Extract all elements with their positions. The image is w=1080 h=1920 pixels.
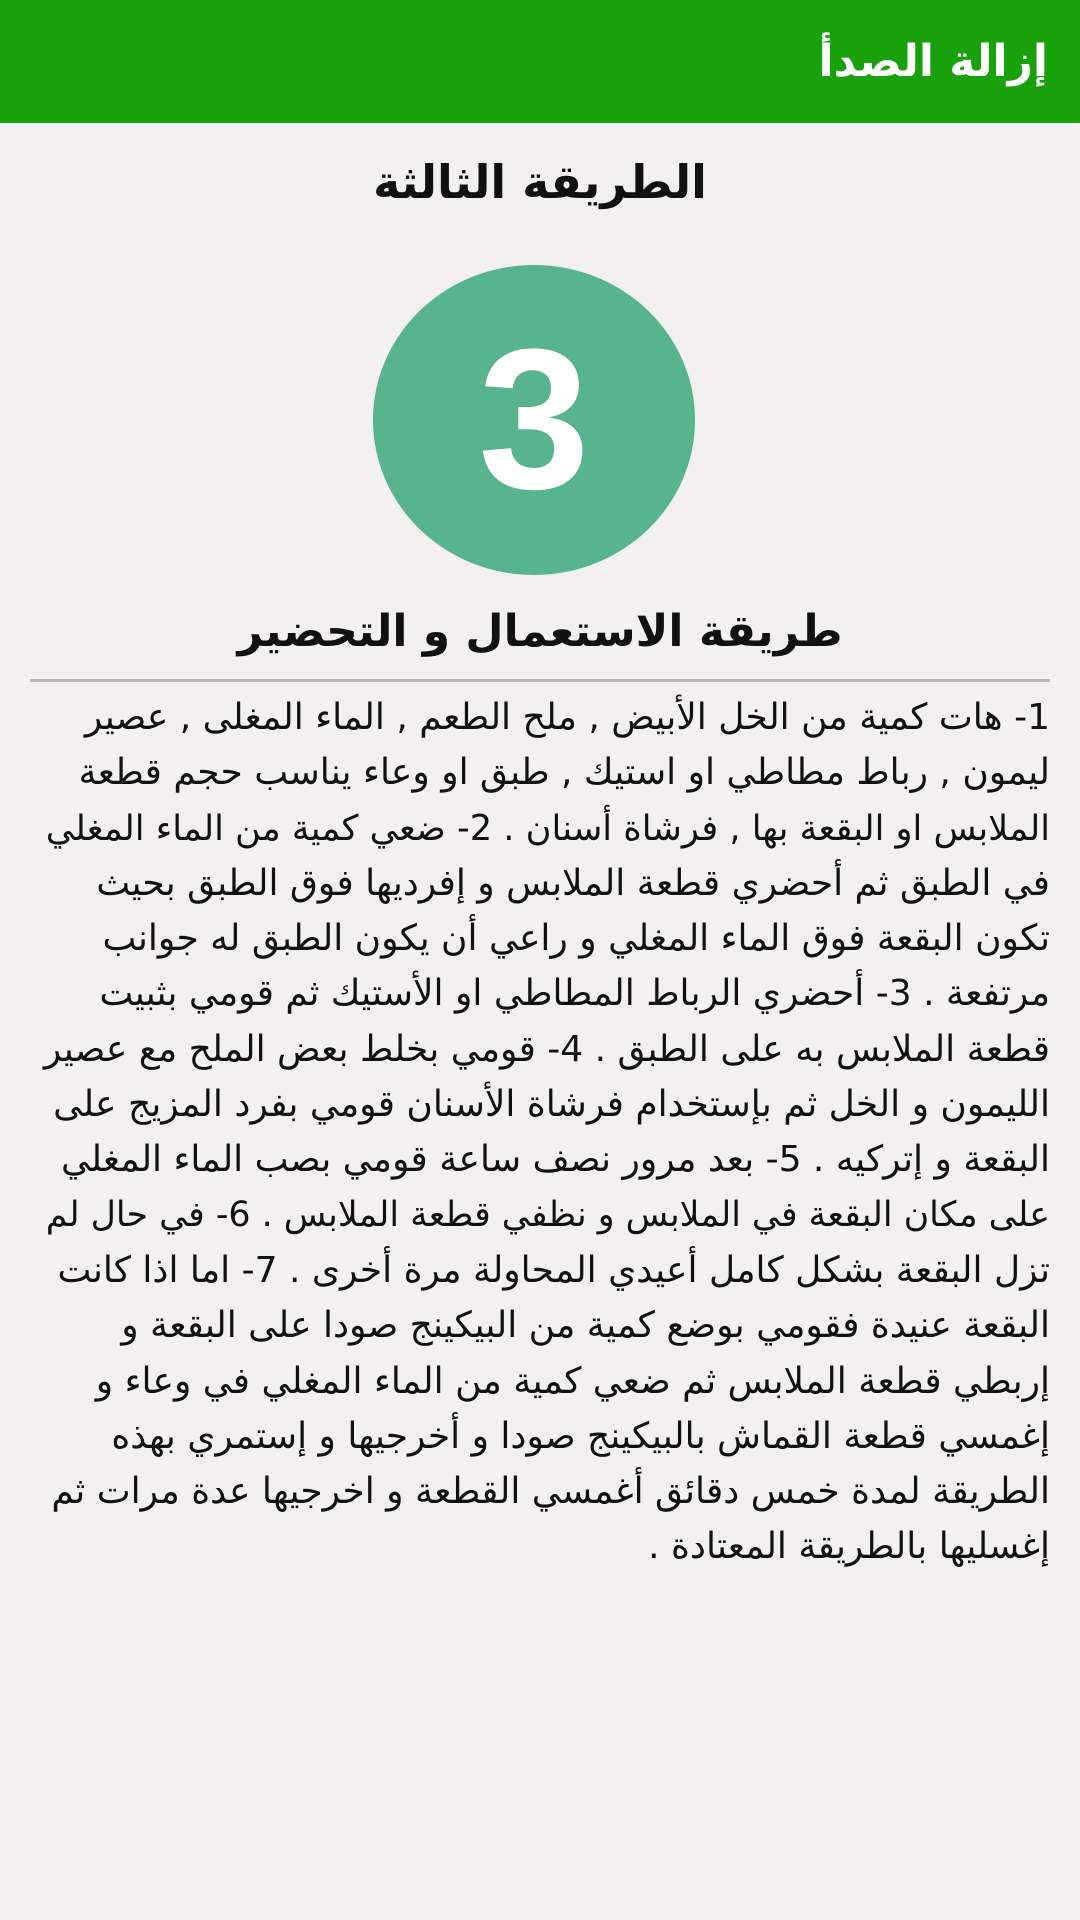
instruction-line: ليمون , رباط مطاطي او استيك , طبق او وعاء يناسب حجم قطعة [78,752,1050,794]
instruction-line: تكون البقعة فوق الماء المغلي و راعي أن يكون الطبق له جوانب [102,918,1050,960]
instruction-line: البقعة عنيدة فقومي بوضع كمية من البيكينج صودا على البقعة و [121,1305,1050,1347]
instructions-text [40,690,1050,1575]
method-number: 3 [478,308,590,531]
instruction-line: في الطبق ثم أحضري قطعة الملابس و إفرديها فوق الطبق بحيث [96,862,1050,904]
method-title: الطريقة الثالثة [373,155,707,209]
instruction-line: الطريقة لمدة خمس دقائق أغمسي القطعة و اخرجيها عدة مرات ثم [51,1471,1050,1513]
instruction-line: إغسليها بالطريقة المعتادة . [648,1526,1050,1568]
method-number-badge [373,265,695,575]
instruction-line: مرتفعة . 3- أحضري الرباط المطاطي او الأستيك ثم قومي بثبيت [99,973,1050,1015]
app-bar [0,0,1080,123]
instruction-line: الملابس او البقعة بها , فرشاة أسنان . 2- ضعي كمية من الماء المغلي [45,807,1050,849]
instruction-line: قطعة الملابس به على الطبق . 4- قومي بخلط بعض الملح مع عصير [43,1028,1050,1070]
instruction-line: إربطي قطعة الملابس ثم ضعي كمية من الماء المغلي في وعاء و [95,1360,1050,1402]
instruction-line: على مكان البقعة في الملابس و نظفي قطعة الملابس . 6- في حال لم [45,1194,1050,1235]
instruction-line: البقعة و إتركيه . 5- بعد مرور نصف ساعة قومي بصب الماء المغلي [60,1139,1050,1181]
app-title: إزالة الصدأ [818,36,1048,87]
instruction-line: 1- هات كمية من الخل الأبيض , ملح الطعم , الماء المغلى , عصير [84,697,1050,738]
instruction-line: إغمسي قطعة القماش بالبيكينج صودا و أخرجيها و إستمري بهذه [111,1415,1050,1457]
instruction-line: الليمون و الخل ثم بإستخدام فرشاة الأسنان قومي بفرد المزيج على [53,1084,1050,1126]
instruction-line: تزل البقعة بشكل كامل أعيدي المحاولة مرة أخرى . 7- اما اذا كانت [57,1249,1050,1291]
section-heading: طريقة الاستعمال و التحضير [237,606,843,657]
divider [30,679,1050,682]
